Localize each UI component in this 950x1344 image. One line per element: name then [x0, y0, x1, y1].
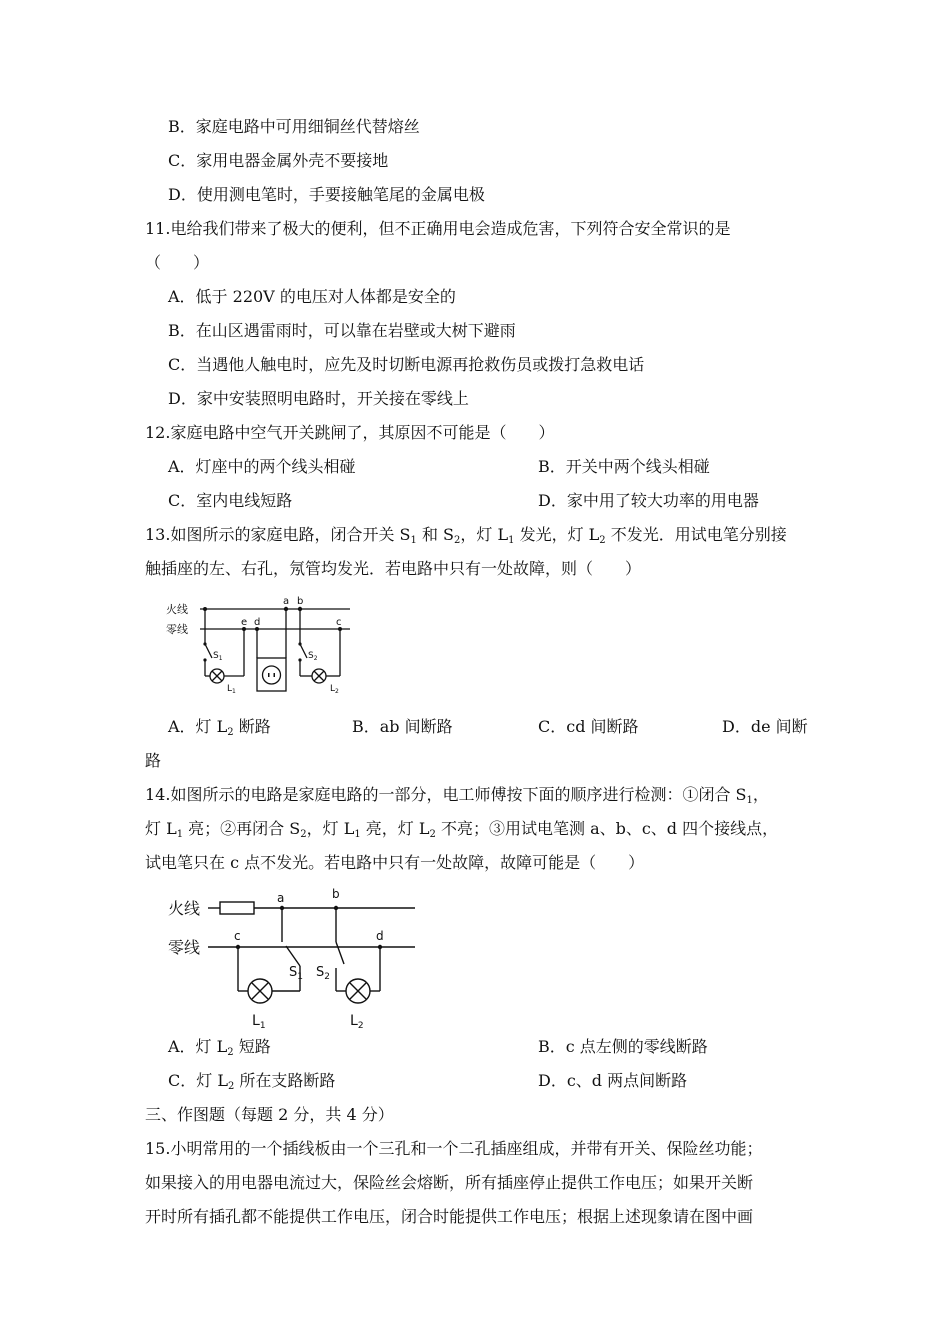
q14-option-d: D．c、d 两点间断路	[538, 1071, 688, 1090]
q12-option-c: C．室内电线短路	[168, 491, 293, 510]
q14-stem-line1: 14.如图所示的电路是家庭电路的一部分，电工师傅按下面的顺序进行检测：①闭合 $S_1$，	[145, 785, 769, 806]
q14-option-c: C．灯 $L_2$ 所在支路断路	[168, 1071, 336, 1092]
q11-stem: 11.电给我们带来了极大的便利，但不正确用电会造成危害，下列符合安全常识的是	[145, 219, 731, 238]
q15-stem-line2: 如果接入的用电器电流过大，保险丝会熔断，所有插座停止提供工作电压；如果开关断	[145, 1173, 754, 1192]
q10-option-d: D．使用测电笔时，手要接触笔尾的金属电极	[168, 185, 485, 204]
q14-circuit-diagram	[160, 884, 420, 1030]
q13-neutral-wire-label: 零线	[166, 623, 188, 636]
q14-option-b: B．c 点左侧的零线断路	[538, 1037, 708, 1056]
q14-stem-line2: 灯 $L_1$ 亮；②再闭合 $S_2$，灯 $L_1$ 亮，灯 $L_2$ 不亮；③用试电笔测 a、b、c、d 四个接线点，	[145, 819, 779, 840]
q14-point-a: a	[277, 891, 285, 905]
q14-neutral-wire-label: 零线	[168, 938, 201, 957]
q10-option-c: C．家用电器金属外壳不要接地	[168, 151, 389, 170]
q14-option-a: A．灯 $L_2$ 短路	[168, 1037, 271, 1058]
q13-point-c: c	[336, 617, 342, 628]
q14-switch-s1-label: $S_1$	[289, 965, 303, 982]
q11-option-c: C．当遇他人触电时，应先及时切断电源再抢救伤员或拨打急救电话	[168, 355, 645, 374]
q13-circuit-diagram	[160, 592, 360, 700]
q14-lamp-l1-label: $L_1$	[252, 1013, 266, 1030]
q13-option-c: C．cd 间断路	[538, 717, 639, 736]
q12-option-d: D．家中用了较大功率的用电器	[538, 491, 759, 510]
q13-live-wire-label: 火线	[166, 603, 188, 616]
q14-stem-line3: 试电笔只在 c 点不发光。若电路中只有一处故障，故障可能是（ ）	[145, 853, 645, 872]
q13-option-d: D．de 间断	[722, 717, 808, 736]
q12-option-b: B．开关中两个线头相碰	[538, 457, 710, 476]
q13-point-b: b	[297, 596, 304, 607]
q11-answer-paren: （ ）	[145, 253, 210, 272]
section-3-title: 三、作图题（每题 2 分，共 4 分）	[145, 1105, 394, 1124]
q11-option-b: B．在山区遇雷雨时，可以靠在岩壁或大树下避雨	[168, 321, 516, 340]
q13-point-a: a	[283, 596, 290, 607]
q13-option-a: A．灯 $L_2$ 断路	[168, 717, 271, 738]
q13-lamp-l2-label: $L_2$	[330, 684, 339, 695]
q13-option-b: B．ab 间断路	[352, 717, 453, 736]
q13-stem-line2: 触插座的左、右孔，氖管均发光．若电路中只有一处故障，则（ ）	[145, 559, 642, 578]
q14-point-d: d	[376, 929, 384, 943]
q14-point-b: b	[332, 887, 340, 901]
q13-switch-s1-label: $S_1$	[213, 651, 223, 662]
q10-option-b: B．家庭电路中可用细铜丝代替熔丝	[168, 117, 420, 136]
q13-point-d: d	[254, 617, 261, 628]
q11-option-a: A．低于 220V 的电压对人体都是安全的	[168, 287, 456, 306]
q13-point-e: e	[241, 617, 248, 628]
q13-switch-s2-label: $S_2$	[308, 651, 318, 662]
q14-lamp-l2-label: $L_2$	[350, 1013, 364, 1030]
q14-live-wire-label: 火线	[168, 899, 201, 918]
q13-lamp-l1-label: $L_1$	[227, 684, 236, 695]
q14-switch-s2-label: $S_2$	[316, 965, 330, 982]
q12-option-a: A．灯座中的两个线头相碰	[168, 457, 356, 476]
q13-option-d-wrap: 路	[145, 751, 162, 770]
q12-stem: 12.家庭电路中空气开关跳闸了，其原因不可能是（ ）	[145, 423, 555, 442]
q15-stem-line1: 15.小明常用的一个插线板由一个三孔和一个二孔插座组成，并带有开关、保险丝功能；	[145, 1139, 763, 1158]
q15-stem-line3: 开时所有插孔都不能提供工作电压，闭合时能提供工作电压；根据上述现象请在图中画	[145, 1207, 754, 1226]
q11-option-d: D．家中安装照明电路时，开关接在零线上	[168, 389, 469, 408]
q14-point-c: c	[234, 929, 241, 943]
q13-stem-line1: 13.如图所示的家庭电路，闭合开关 $S_1$ 和 $S_2$，灯 $L_1$ 发光，灯 $L_2$ 不发光．用试电笔分别接	[145, 525, 787, 546]
